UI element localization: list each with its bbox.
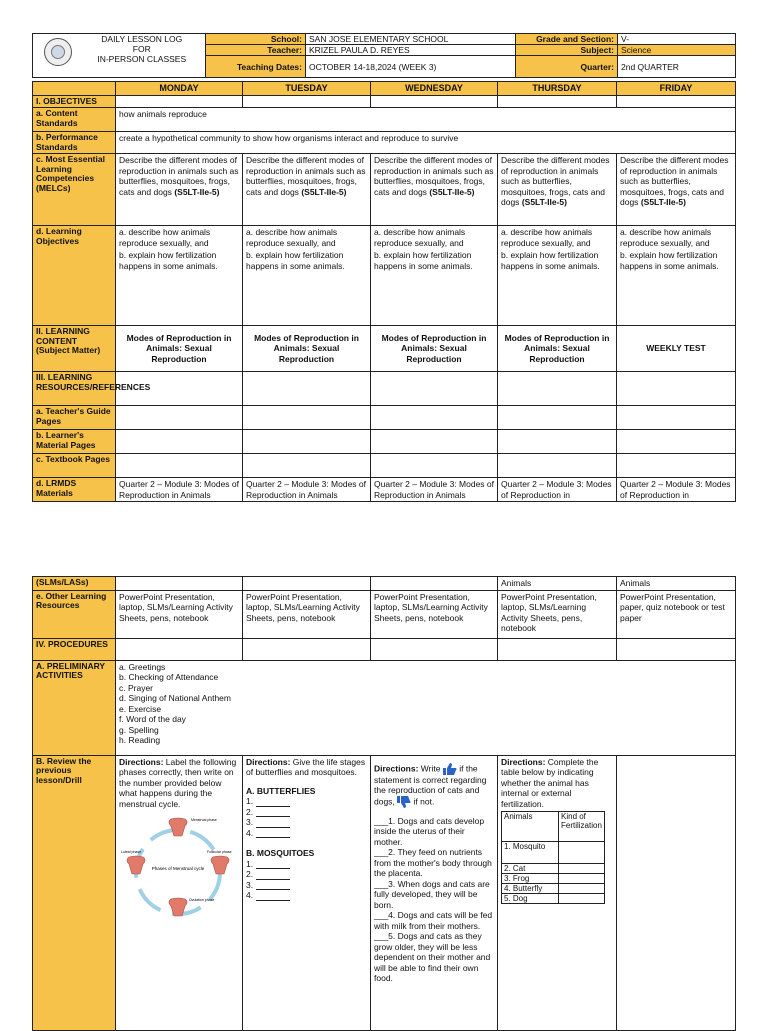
svg-text:Menstrual phase: Menstrual phase bbox=[191, 818, 217, 822]
prelim-item: f. Word of the day bbox=[119, 714, 186, 724]
day-tuesday: TUESDAY bbox=[243, 82, 371, 96]
textbook-label: c. Textbook Pages bbox=[33, 454, 116, 478]
melcs-thursday: Describe the different modes of reproduction in animals such as butterflies, mosquitoes, frogs, cats and dogs (S5LT-IIe-5) bbox=[498, 154, 617, 226]
other-resources-label: e. Other Learning Resources bbox=[33, 590, 116, 638]
menstrual-cycle-diagram bbox=[119, 813, 237, 931]
melcs-label: c. Most Essential Learning Competencies (MELCs) bbox=[33, 154, 116, 226]
content-tuesday: Modes of Reproduction in Animals: Sexual Reproduction bbox=[243, 326, 371, 372]
lrmds-friday: Quarter 2 – Module 3: Modes of Reproduction in bbox=[617, 478, 736, 502]
dates-label: Teaching Dates: bbox=[206, 56, 306, 78]
learning-obj-monday: a. describe how animals reproduce sexually, and b. explain how fertilization happens in some animals. bbox=[116, 226, 243, 326]
subject-value: Science bbox=[618, 45, 736, 56]
teachers-guide-label: a. Teacher's Guide Pages bbox=[33, 406, 116, 430]
other-tuesday: PowerPoint Presentation, laptop, SLMs/Learning Activity Sheets, pens, notebook bbox=[243, 590, 371, 638]
day-thursday: THURSDAY bbox=[498, 82, 617, 96]
preliminary-label: A. PRELIMINARY ACTIVITIES bbox=[33, 660, 116, 755]
prelim-item: a. Greetings bbox=[119, 661, 166, 672]
thumbs-up-icon bbox=[443, 763, 457, 775]
wed-item: ___5. Dogs and cats as they grow older, they will be less dependent on their mother and will be able to find their own food. bbox=[374, 931, 491, 983]
lesson-table-page-2 bbox=[32, 576, 736, 1031]
lesson-log-page-2 bbox=[32, 576, 735, 1031]
prelim-item: c. Prayer bbox=[119, 682, 154, 693]
teacher-label: Teacher: bbox=[206, 45, 306, 56]
diagram-center-label: Phases of Menstrual cycle bbox=[151, 866, 205, 871]
title-cell bbox=[79, 34, 206, 78]
quarter-label: Quarter: bbox=[516, 56, 618, 78]
title-line-1: DAILY LESSON LOG bbox=[101, 34, 183, 44]
learning-obj-wednesday: a. describe how animals reproduce sexually, and b. explain how fertilization happens in some animals. bbox=[371, 226, 498, 326]
prelim-item: b. Checking of Attendance bbox=[119, 672, 219, 682]
other-friday: PowerPoint Presentation, paper, quiz notebook or test paper bbox=[617, 590, 736, 638]
performance-standards-value: create a hypothetical community to show how organisms interact and reproduce to survive bbox=[116, 132, 736, 154]
preliminary-list bbox=[116, 660, 736, 755]
butterflies-heading: A. BUTTERFLIES bbox=[246, 785, 316, 796]
lrmds-monday: Quarter 2 – Module 3: Modes of Reproduction in Animals bbox=[116, 478, 243, 502]
review-label: B. Review the previous lesson/Drill bbox=[33, 755, 116, 1030]
content-monday: Modes of Reproduction in Animals: Sexual Reproduction bbox=[116, 326, 243, 372]
lrmds-thursday: Quarter 2 – Module 3: Modes of Reproduction in bbox=[498, 478, 617, 502]
wed-item: ___4. Dogs and cats will be fed with milk from their mothers. bbox=[374, 910, 493, 931]
prelim-item: d. Singing of National Anthem bbox=[119, 693, 231, 703]
svg-text:Follicular phase: Follicular phase bbox=[207, 850, 232, 854]
content-wednesday: Modes of Reproduction in Animals: Sexual Reproduction bbox=[371, 326, 498, 372]
learning-content-label: II. LEARNING CONTENT (Subject Matter) bbox=[33, 326, 116, 372]
fert-col-kind: Kind of Fertilization bbox=[559, 812, 605, 842]
deped-logo-cell bbox=[33, 34, 79, 78]
day-monday: MONDAY bbox=[116, 82, 243, 96]
content-friday: WEEKLY TEST bbox=[617, 326, 736, 372]
content-standards-label: a. Content Standards bbox=[33, 108, 116, 132]
deped-seal-icon bbox=[44, 38, 72, 66]
school-value: SAN JOSE ELEMENTARY SCHOOL bbox=[306, 34, 516, 45]
other-wednesday: PowerPoint Presentation, laptop, SLMs/Learning Activity Sheets, pens, notebook bbox=[371, 590, 498, 638]
lrmds-wednesday: Quarter 2 – Module 3: Modes of Reproduction in Animals bbox=[371, 478, 498, 502]
lrmds-tuesday: Quarter 2 – Module 3: Modes of Reproduction in Animals bbox=[243, 478, 371, 502]
grade-value: V- bbox=[618, 34, 736, 45]
review-thursday: Directions: Complete the table below by indicating whether the animal has internal or external fertilization. Animals Kind of Fertilization 1. Mosquito 2. Cat 3. Frog 4. Butterfly 5. Dog bbox=[498, 755, 617, 1030]
melcs-friday: Describe the different modes of reproduction in animals such as butterflies, mosquitoes, frogs, cats and dogs (S5LT-IIe-5) bbox=[617, 154, 736, 226]
corner-cell bbox=[33, 82, 116, 96]
learners-material-label: b. Learner's Material Pages bbox=[33, 430, 116, 454]
header-table bbox=[32, 33, 736, 78]
slms-friday: Animals bbox=[617, 577, 736, 591]
content-thursday: Modes of Reproduction in Animals: Sexual Reproduction bbox=[498, 326, 617, 372]
learning-obj-tuesday: a. describe how animals reproduce sexually, and b. explain how fertilization happens in some animals. bbox=[243, 226, 371, 326]
title-line-2: FOR bbox=[132, 44, 151, 54]
wed-item: ___2. They feed on nutrients from the mother's body through the placenta. bbox=[374, 847, 492, 878]
fertilization-table: Animals Kind of Fertilization 1. Mosquito 2. Cat 3. Frog 4. Butterfly 5. Dog bbox=[501, 811, 605, 904]
review-friday bbox=[617, 755, 736, 1030]
review-monday: Directions: Label the following phases correctly, then write on the number provided below what happens during the menstrual cycle. Phases of Menstrual cycle Menstrual phase Follicular phase Ovulation phase Luteal phase bbox=[116, 755, 243, 1030]
procedures-label: IV. PROCEDURES bbox=[33, 638, 116, 660]
school-label: School: bbox=[206, 34, 306, 45]
teacher-value: KRIZEL PAULA D. REYES bbox=[306, 45, 516, 56]
svg-text:Ovulation phase: Ovulation phase bbox=[189, 898, 215, 902]
prelim-item: h. Reading bbox=[119, 735, 161, 745]
mosquitoes-heading: B. MOSQUITOES bbox=[246, 848, 315, 858]
day-wednesday: WEDNESDAY bbox=[371, 82, 498, 96]
svg-text:Luteal phase: Luteal phase bbox=[121, 850, 142, 854]
slms-thursday: Animals bbox=[498, 577, 617, 591]
resources-label: III. LEARNING RESOURCES/REFERENCES bbox=[33, 372, 116, 406]
day-friday: FRIDAY bbox=[617, 82, 736, 96]
objectives-label: I. OBJECTIVES bbox=[33, 95, 116, 108]
review-tuesday: Directions: Give the life stages of butterflies and mosquitoes. A. BUTTERFLIES 1. 2. 3. 4. B. MOSQUITOES 1. 2. 3. 4. bbox=[243, 755, 371, 1030]
lesson-table-page-1 bbox=[32, 81, 736, 502]
melcs-tuesday: Describe the different modes of reproduction in animals such as butterflies, mosquitoes, frogs, cats and dogs (S5LT-IIe-5) bbox=[243, 154, 371, 226]
quarter-value: 2nd QUARTER bbox=[618, 56, 736, 78]
subject-label: Subject: bbox=[516, 45, 618, 56]
learning-obj-thursday: a. describe how animals reproduce sexually, and b. explain how fertilization happens in some animals. bbox=[498, 226, 617, 326]
review-wednesday: Directions: Write if the statement is correct regarding the reproduction of cats and dogs, if not. ___1. Dogs and cats develop inside the uterus of their mother. ___2. They feed on nutrients from the mother's body through the placenta. ___3. When dogs and cats are fully developed, they will be born. ___4. Dogs and cats will be fed with milk from their mothers. ___5. Dogs and cats as they grow older, they will be less dependent on their mother and will be able to find their own food. bbox=[371, 755, 498, 1030]
melcs-wednesday: Describe the different modes of reproduction in animals such as butterflies, mosquitoes, frogs, cats and dogs (S5LT-IIe-5) bbox=[371, 154, 498, 226]
other-monday: PowerPoint Presentation, laptop, SLMs/Learning Activity Sheets, pens, notebook bbox=[116, 590, 243, 638]
lesson-log-page-1 bbox=[32, 33, 735, 502]
title-line-3: IN-PERSON CLASSES bbox=[97, 54, 187, 64]
other-thursday: PowerPoint Presentation, laptop, SLMs/Learning Activity Sheets, pens, notebook bbox=[498, 590, 617, 638]
content-standards-value: how animals reproduce bbox=[116, 108, 736, 132]
melcs-monday: Describe the different modes of reproduction in animals such as butterflies, mosquitoes, frogs, cats and dogs (S5LT-IIe-5) bbox=[116, 154, 243, 226]
wed-item: ___1. Dogs and cats develop inside the uterus of their mother. bbox=[374, 815, 485, 847]
dates-value: OCTOBER 14-18,2024 (WEEK 3) bbox=[306, 56, 516, 78]
prelim-item: e. Exercise bbox=[119, 703, 162, 714]
fert-col-animals: Animals bbox=[502, 812, 559, 842]
lrmds-label: d. LRMDS Materials bbox=[33, 478, 116, 502]
wed-item: ___3. When dogs and cats are fully developed, they will be born. bbox=[374, 878, 490, 910]
performance-standards-label: b. Performance Standards bbox=[33, 132, 116, 154]
slms-label: (SLMs/LASs) bbox=[33, 577, 116, 591]
thumbs-down-icon bbox=[397, 796, 411, 808]
grade-label: Grade and Section: bbox=[516, 34, 618, 45]
learning-objectives-label: d. Learning Objectives bbox=[33, 226, 116, 326]
learning-obj-friday: a. describe how animals reproduce sexually, and b. explain how fertilization happens in some animals. bbox=[617, 226, 736, 326]
prelim-item: g. Spelling bbox=[119, 724, 159, 735]
